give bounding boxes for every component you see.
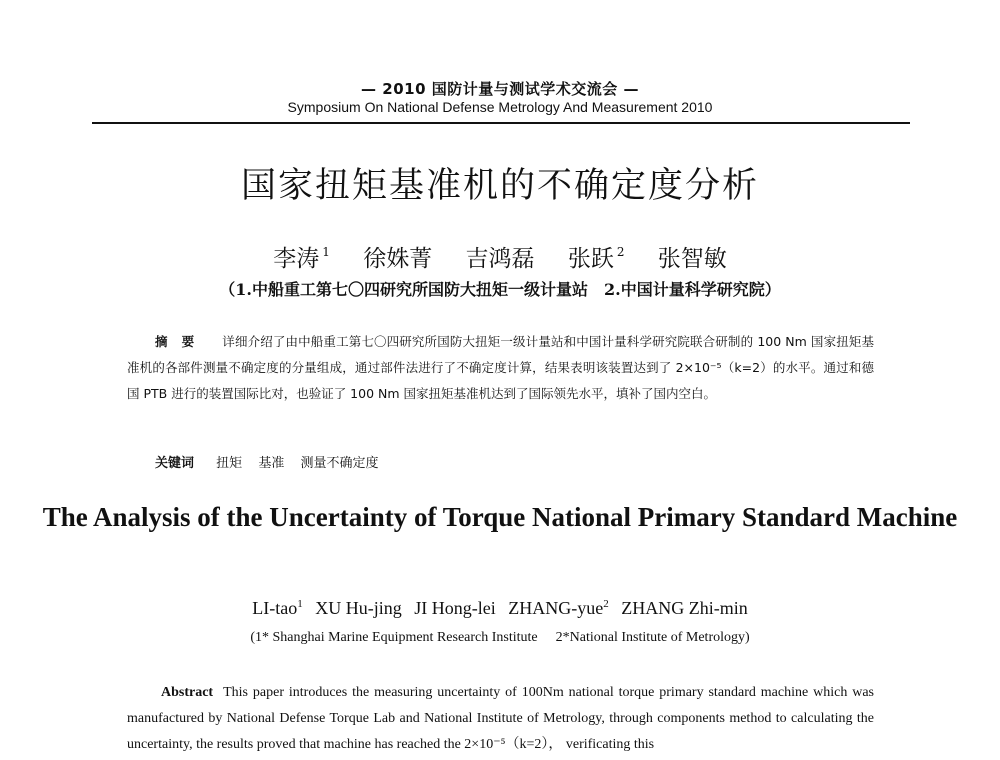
affiliation-cn: （1.中船重工第七〇四研究所国防大扭矩一级计量站 2.中国计量科学研究院）: [219, 280, 781, 299]
affiliation-mark: 2: [603, 598, 609, 610]
affiliation-mark: 2: [616, 245, 625, 259]
author-cn: 吉鸿磊: [465, 246, 535, 272]
header-rule: [92, 122, 910, 124]
author-cn: 张跃 $^2$: [567, 245, 625, 272]
author-en: LI-tao$^1$: [252, 598, 303, 618]
author-cn: 张智敏: [657, 246, 727, 272]
keyword: 扭矩: [216, 456, 243, 471]
conference-title-en: Symposium On National Defense Metrology And Measurement 2010: [287, 99, 713, 115]
keyword: 测量不确定度: [300, 456, 379, 471]
affiliation-mark: 1: [322, 245, 330, 259]
abstract-cn: [127, 329, 874, 407]
author-list-en: [0, 598, 1000, 619]
abstract-en: [127, 680, 874, 758]
author-en: ZHANG-yue$^2$: [508, 598, 609, 618]
keywords-cn: [155, 452, 390, 471]
affiliation-mark: 1: [297, 598, 303, 610]
affiliation-1-en: 1* Shanghai Marine Equipment Research Institute: [254, 630, 538, 645]
paper-title-cn: 国家扭矩基准机的不确定度分析: [240, 166, 759, 206]
paper-title-en: The Analysis of the Uncertainty of Torque National Primary Standard Machine: [42, 502, 958, 532]
author-en: JI Hong-lei: [414, 598, 496, 618]
abstract-label-cn: 摘要: [155, 334, 209, 349]
author-cn: 徐姝菁: [363, 246, 433, 272]
keyword: 基准: [258, 456, 285, 471]
affiliation-2-en: 2*National Institute of Metrology: [555, 630, 745, 645]
author-cn: 李涛 $^1$: [273, 245, 330, 272]
affiliation-en: (1* Shanghai Marine Equipment Research Institute 2*National Institute of Metrology): [250, 630, 750, 645]
abstract-label-en: Abstract: [161, 685, 214, 700]
conference-title-cn: — 2010 国防计量与测试学术交流会 —: [361, 80, 639, 98]
keywords-label-cn: 关键词: [155, 456, 195, 471]
author-en: XU Hu-jing: [315, 598, 402, 618]
abstract-text-cn: 详细介绍了由中船重工第七〇四研究所国防大扭矩一级计量站和中国计量科学研究院联合研制的 100 Nm 国家扭矩基准机的各部件测量不确定度的分量组成，通过部件法进行了不确定度计算，结果表明该装置达到了 2×10⁻⁵（k=2）的水平。通过和德国 PTB 进行的装置国际比对，也验证了 100 Nm 国家扭矩基准机达到了国际领先水平，填补了国内空白。: [127, 334, 874, 401]
abstract-text-en: This paper introduces the measuring uncertainty of 100Nm national torque primary standard machine which was manufactured by National Defense Torque Lab and National Institute of Metrology, through components method to calculating the uncertainty, the results proved that machine has reached the 2×10⁻⁵（k=2）， verificating this: [127, 685, 874, 752]
author-en: ZHANG Zhi-min: [621, 598, 748, 618]
author-list-cn: [0, 240, 1000, 273]
